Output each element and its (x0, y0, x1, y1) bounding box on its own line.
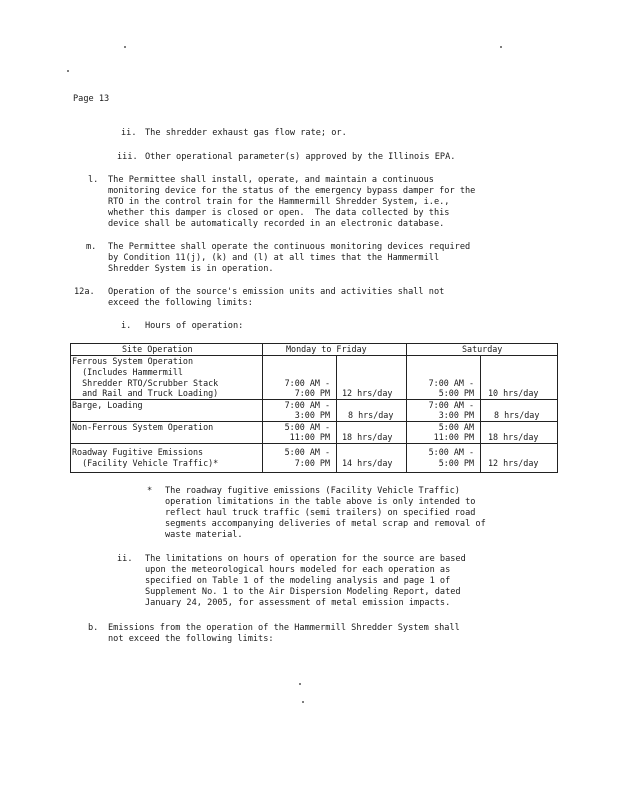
header-site-operation: Site Operation (122, 344, 193, 354)
footnote-line-4: segments accompanying deliveries of metal scrap and removal of (165, 519, 486, 529)
item-l-label: l. (88, 175, 99, 185)
table-row-4-weekday-end: 7:00 PM (294, 458, 330, 468)
table-row-4-weekday-hours: 14 hrs/day (342, 458, 393, 468)
item-m-label: m. (86, 242, 97, 252)
footnote-line-2: operation limitations in the table above is only intended to (165, 497, 476, 507)
item-12a-line-1: Operation of the source's emission units and activities shall not (108, 287, 445, 297)
footnote-line-1: The roadway fugitive emissions (Facility Vehicle Traffic) (165, 486, 460, 496)
item-l-line-5: device shall be automatically recorded in an electronic database. (108, 219, 445, 229)
sub-i-label: i. (121, 321, 132, 331)
item-l-line-2: monitoring device for the status of the emergency bypass damper for the (108, 186, 476, 196)
table-row-3-weekday-start: 5:00 AM - (284, 422, 330, 432)
item-b-line-2: not exceed the following limits: (108, 634, 274, 644)
item-m-line-3: Shredder System is in operation. (108, 264, 274, 274)
page-number: Page 13 (73, 94, 110, 104)
table-row-1-site-line-3: Shredder RTO/Scrubber Stack (72, 378, 219, 388)
sub-i-text: Hours of operation: (145, 321, 244, 331)
table-row-2-weekday-hours: 8 hrs/day (348, 410, 394, 420)
table-row-1-site-line-1: Ferrous System Operation (72, 356, 194, 366)
table-col-rule-left (70, 343, 71, 473)
table-row-1-weekday-end: 7:00 PM (294, 388, 330, 398)
table-rule-row-3 (70, 443, 558, 444)
sub-ii-line-4: Supplement No. 1 to the Air Dispersion Modeling Report, dated (145, 587, 461, 597)
table-row-3-saturday-start: 5:00 AM (438, 422, 474, 432)
sub-ii-line-2: upon the meteorological hours modeled for each operation as (145, 565, 451, 575)
table-row-4-saturday-start: 5:00 AM - (428, 447, 474, 457)
table-row-3-weekday-end: 11:00 PM (289, 432, 330, 442)
footnote-marker: * (147, 486, 153, 496)
item-l-line-3: RTO in the control train for the Hammermill Shredder System, i.e., (108, 197, 450, 207)
table-col-rule-site (262, 343, 263, 473)
table-row-1-weekday-hours: 12 hrs/day (342, 388, 393, 398)
table-row-1-site-line-4: and Rail and Truck Loading) (72, 388, 219, 398)
table-row-3-weekday-hours: 18 hrs/day (342, 432, 393, 442)
table-row-3-saturday-hours: 18 hrs/day (488, 432, 539, 442)
table-row-2-saturday-end: 3:00 PM (438, 410, 474, 420)
table-row-2-site: Barge, Loading (72, 400, 143, 410)
table-row-1-saturday-start: 7:00 AM - (428, 378, 474, 388)
table-row-1-site-line-2: (Includes Hammermill (72, 367, 183, 377)
item-m-line-1: The Permittee shall operate the continuous monitoring devices required (108, 242, 471, 252)
item-b-label: b. (88, 623, 99, 633)
table-row-1-weekday-start: 7:00 AM - (284, 378, 330, 388)
table-row-1-saturday-hours: 10 hrs/day (488, 388, 539, 398)
table-row-2-weekday-start: 7:00 AM - (284, 400, 330, 410)
table-row-4-saturday-hours: 12 hrs/day (488, 458, 539, 468)
item-ii-label: ii. (121, 128, 137, 138)
table-row-2-weekday-end: 3:00 PM (294, 410, 330, 420)
item-m-line-2: by Condition 11(j), (k) and (l) at all times that the Hammermill (108, 253, 440, 263)
table-row-3-saturday-end: 11:00 PM (433, 432, 474, 442)
footnote-line-3: reflect haul truck traffic (semi trailers) on specified road (165, 508, 476, 518)
table-row-1-saturday-end: 5:00 PM (438, 388, 474, 398)
sub-ii-line-1: The limitations on hours of operation for the source are based (145, 554, 466, 564)
sub-ii-line-5: January 24, 2005, for assessment of metal emission impacts. (145, 598, 451, 608)
scan-speck (124, 46, 126, 48)
header-saturday: Saturday (462, 344, 503, 354)
sub-ii-line-3: specified on Table 1 of the modeling analysis and page 1 of (145, 576, 451, 586)
table-row-4-site-line-1: Roadway Fugitive Emissions (72, 447, 204, 457)
item-12a-line-2: exceed the following limits: (108, 298, 253, 308)
scan-speck (67, 70, 69, 72)
scan-speck (500, 46, 502, 48)
item-iii-label: iii. (117, 152, 138, 162)
table-row-2-saturday-hours: 8 hrs/day (494, 410, 540, 420)
footnote-line-5: waste material. (165, 530, 243, 540)
scan-speck (302, 701, 304, 703)
table-col-rule-weekday-mid (336, 355, 337, 473)
item-l-line-4: whether this damper is closed or open. The data collected by this (108, 208, 450, 218)
table-row-4-weekday-start: 5:00 AM - (284, 447, 330, 457)
table-col-rule-weekday (406, 343, 407, 473)
table-row-3-site: Non-Ferrous System Operation (72, 422, 214, 432)
header-monday-to-friday: Monday to Friday (286, 344, 367, 354)
item-b-line-1: Emissions from the operation of the Hammermill Shredder System shall (108, 623, 460, 633)
table-row-2-saturday-start: 7:00 AM - (428, 400, 474, 410)
item-ii-text: The shredder exhaust gas flow rate; or. (145, 128, 347, 138)
table-rule-bottom (70, 472, 558, 473)
table-row-4-site-line-2: (Facility Vehicle Traffic)* (72, 458, 219, 468)
item-iii-text: Other operational parameter(s) approved by the Illinois EPA. (145, 152, 456, 162)
item-l-line-1: The Permittee shall install, operate, and maintain a continuous (108, 175, 434, 185)
sub-ii-label: ii. (117, 554, 133, 564)
table-col-rule-saturday-mid (480, 355, 481, 473)
scan-speck (299, 683, 301, 685)
item-12a-label: 12a. (74, 287, 95, 297)
table-row-4-saturday-end: 5:00 PM (438, 458, 474, 468)
hours-of-operation-table (70, 343, 558, 473)
table-col-rule-right (557, 343, 558, 473)
